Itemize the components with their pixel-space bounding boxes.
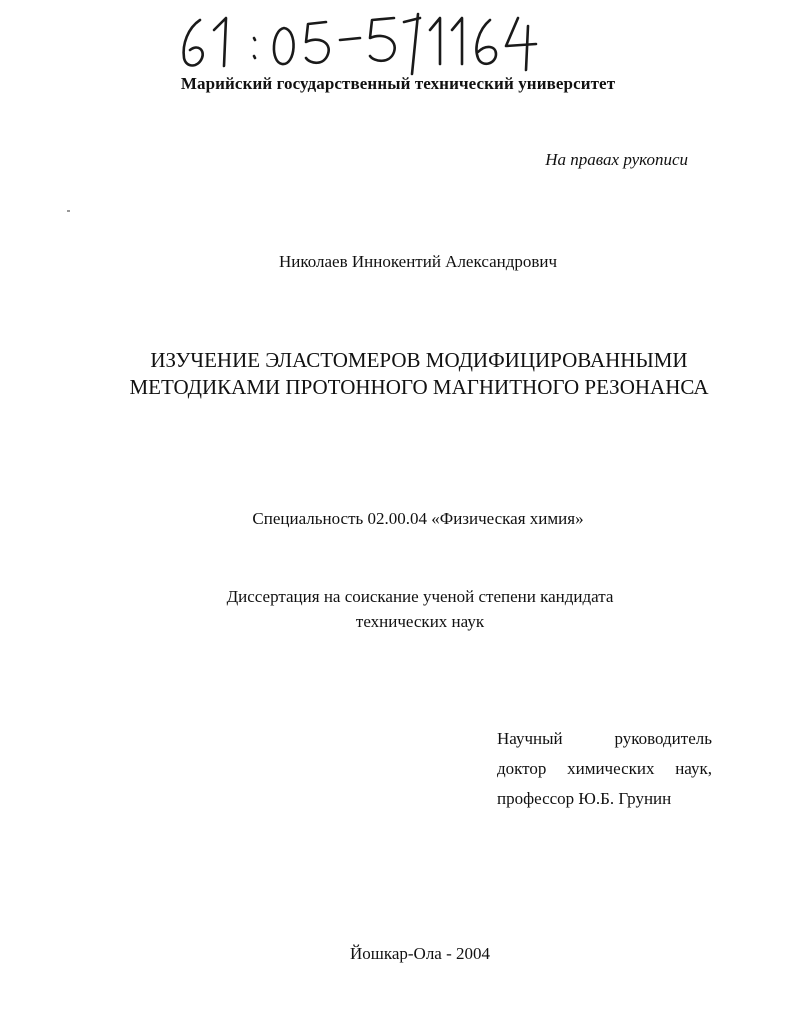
handwritten-code-drawing — [172, 8, 552, 78]
supervisor-line-1: Научный руководитель — [497, 729, 712, 748]
handwritten-catalog-code — [172, 8, 552, 78]
city-and-year: Йошкар-Ола - 2004 — [349, 944, 491, 963]
supervisor-line-3: профессор Ю.Б. Грунин — [497, 789, 672, 808]
scan-speck — [67, 210, 70, 212]
degree-statement — [0, 584, 796, 634]
university-name: Марийский государственный технический университет — [180, 74, 616, 93]
supervisor-line-2: доктор химических наук, — [497, 759, 712, 778]
title-line-1: ИЗУЧЕНИЕ ЭЛАСТОМЕРОВ МОДИФИЦИРОВАННЫМИ — [150, 348, 688, 372]
dissertation-title — [0, 347, 796, 401]
supervisor-block — [497, 724, 712, 814]
specialty: Специальность 02.00.04 «Физическая химия» — [252, 509, 584, 528]
degree-line-2: технических наук — [355, 612, 485, 631]
degree-line-1: Диссертация на соискание ученой степени кандидата — [226, 587, 614, 606]
author-name: Николаев Иннокентий Александрович — [278, 252, 558, 271]
manuscript-rights-note: На правах рукописи — [545, 150, 688, 169]
title-line-2: МЕТОДИКАМИ ПРОТОННОГО МАГНИТНОГО РЕЗОНАНСА — [129, 375, 709, 399]
